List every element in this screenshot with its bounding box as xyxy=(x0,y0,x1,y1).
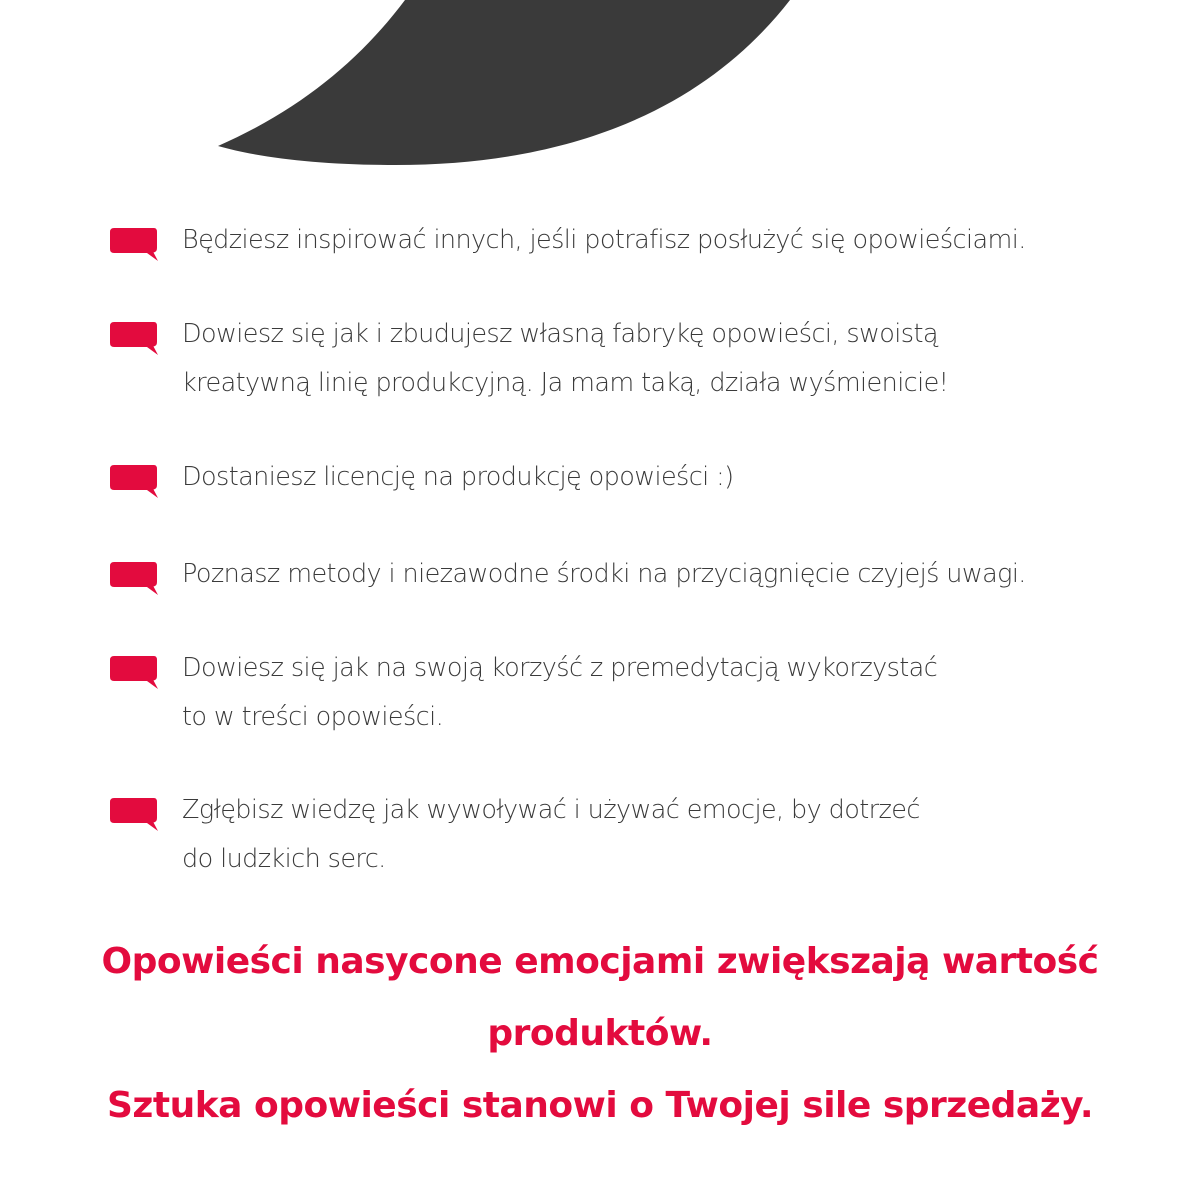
closing-statement xyxy=(0,926,1200,1142)
text-line: Dowiesz się jak i zbudujesz własną fabrykę opowieści, swoistą xyxy=(182,319,938,349)
text-line: Dostaniesz licencję na produkcję opowieści :) xyxy=(182,462,734,492)
speech-bubble-icon xyxy=(110,465,160,499)
speech-bubble-icon xyxy=(110,322,160,356)
speech-bubble-icon xyxy=(110,562,160,596)
closing-line: produktów. xyxy=(487,1013,713,1054)
text-line: Zgłębisz wiedzę jak wywoływać i używać emocje, by dotrzeć xyxy=(182,795,920,825)
closing-line: Opowieści nasycone emocjami zwiększają wartość xyxy=(101,941,1099,982)
list-item-text xyxy=(182,310,1102,408)
text-line: do ludzkich serc. xyxy=(182,844,386,874)
text-line: Będziesz inspirować innych, jeśli potrafisz posłużyć się opowieściami. xyxy=(182,225,1026,255)
text-line: Poznasz metody i niezawodne środki na przyciągnięcie czyjejś uwagi. xyxy=(182,559,1026,589)
speech-bubble-icon xyxy=(110,656,160,690)
speech-bubble-icon xyxy=(110,228,160,262)
closing-line: Sztuka opowieści stanowi o Twojej sile sprzedaży. xyxy=(106,1085,1093,1126)
text-line: kreatywną linię produkcyjną. Ja mam taką, działa wyśmienicie! xyxy=(182,368,949,398)
speech-bubble-icon xyxy=(110,798,160,832)
text-line: to w treści opowieści. xyxy=(182,702,444,732)
list-item-text xyxy=(182,550,1102,599)
text-line: Dowiesz się jak na swoją korzyść z premedytacją wykorzystać xyxy=(182,653,938,683)
list-item-text xyxy=(182,644,1102,742)
list-item-text xyxy=(182,453,1102,502)
list-item-text xyxy=(182,216,1102,265)
list-item-text xyxy=(182,786,1102,884)
